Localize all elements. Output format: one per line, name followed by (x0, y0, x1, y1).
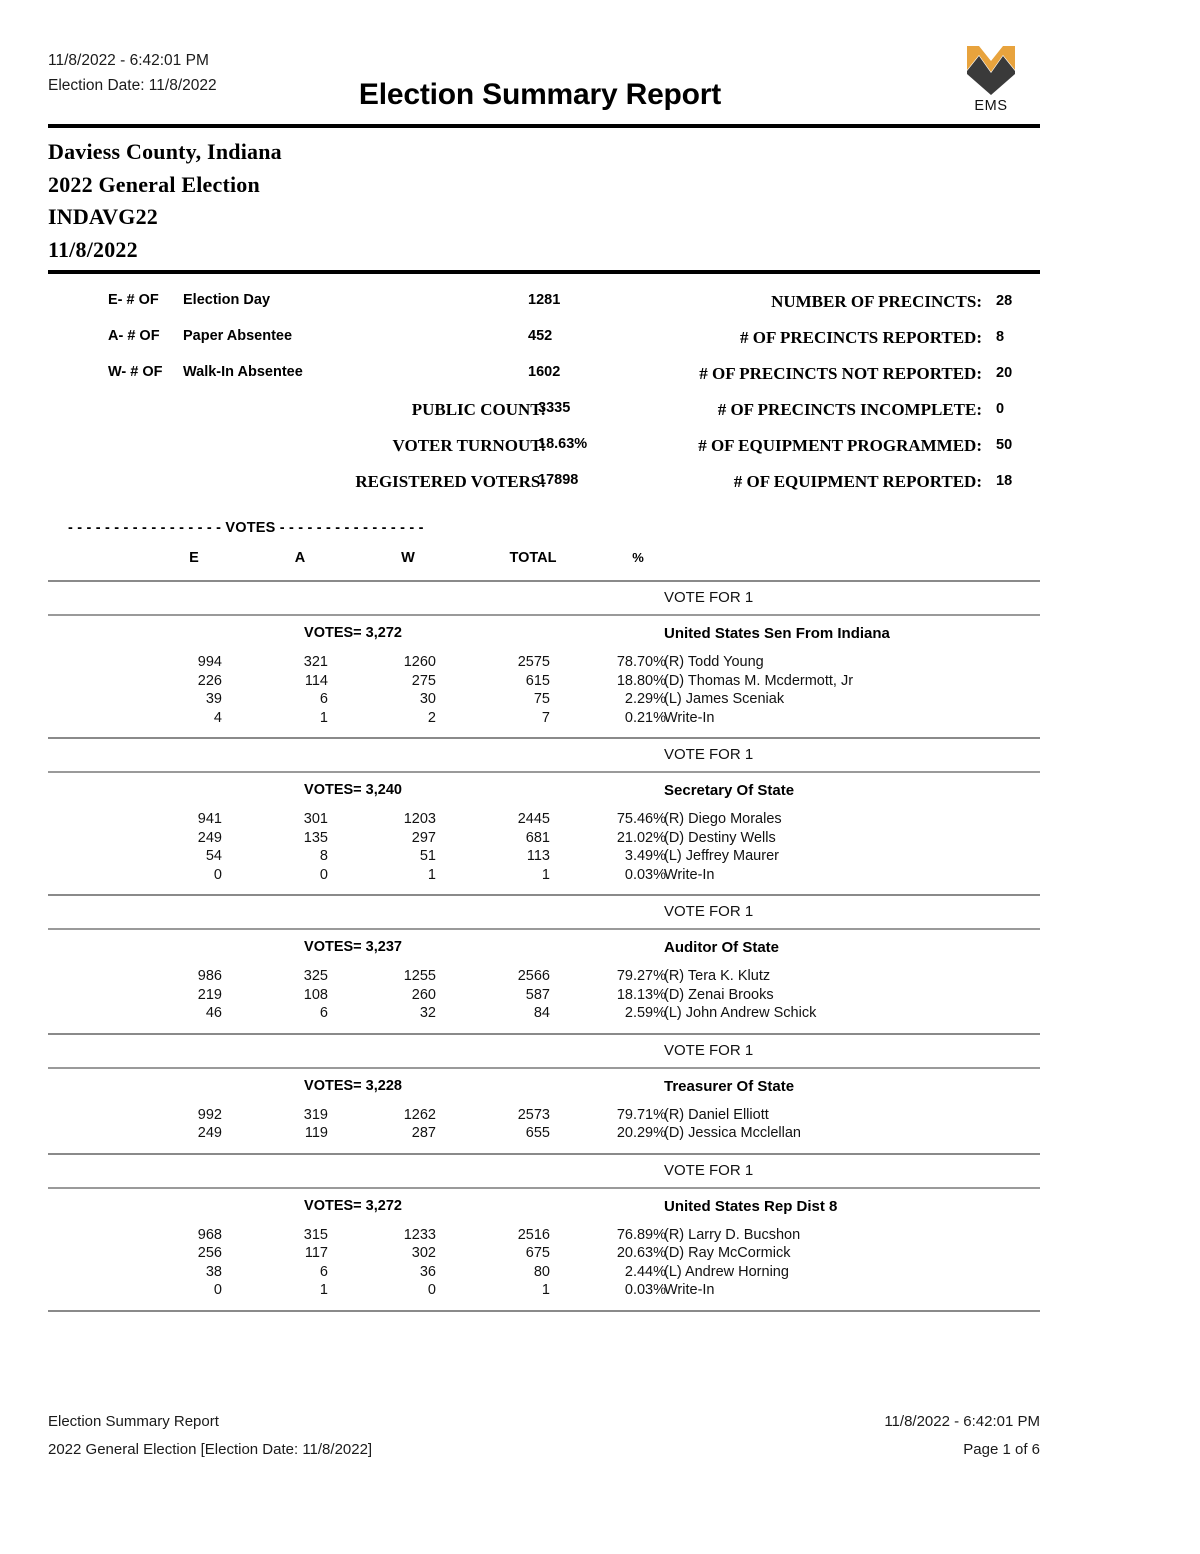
cell-absentee: 1 (319, 709, 328, 726)
vote-for-row (48, 582, 1040, 614)
cell-percent: 20.29% (616, 1125, 666, 1141)
contest-name: United States Sen From Indiana (664, 625, 890, 642)
contest-name: Secretary Of State (664, 782, 795, 799)
stat-label: # OF PRECINCTS NOT REPORTED: (699, 364, 982, 383)
table-row (48, 1282, 1040, 1301)
cell-absentee: 135 (303, 829, 328, 846)
table-row (48, 654, 1040, 673)
footer-timestamp: 11/8/2022 - 6:42:01 PM (884, 1413, 1040, 1430)
candidate-name: (D) Thomas M. Mcdermott, Jr (664, 672, 854, 689)
column-header-election-day: E (189, 550, 199, 566)
stat-row (608, 436, 1040, 472)
cell-walkin: 1 (427, 866, 436, 883)
table-row (48, 811, 1040, 830)
cell-percent: 78.70% (616, 654, 666, 670)
vote-for-label: VOTE FOR 1 (664, 1041, 754, 1059)
stat-label: # OF EQUIPMENT PROGRAMMED: (698, 436, 982, 455)
vote-for-label: VOTE FOR 1 (664, 589, 754, 606)
stat-row (608, 328, 1040, 364)
contest-block (48, 737, 1040, 894)
election-identity-block (48, 136, 282, 266)
header-divider-top (48, 124, 1040, 128)
candidate-name: (L) Andrew Horning (664, 1263, 789, 1280)
cell-walkin: 1262 (403, 1106, 436, 1123)
candidate-name: (D) Ray McCormick (664, 1245, 791, 1261)
cell-election-day: 39 (205, 691, 222, 707)
cell-election-day: 249 (197, 1125, 222, 1141)
stat-value: 18.63% (538, 436, 588, 452)
cell-total: 84 (533, 1005, 550, 1021)
cell-total: 655 (525, 1125, 550, 1141)
candidate-name: Write-In (664, 709, 715, 726)
stat-code: W- # OF (108, 364, 163, 380)
cell-absentee: 319 (303, 1106, 328, 1123)
votes-banner: - - - - - - - - - - - - - - - - - VOTES - - - - - - - - - - - - - - - - (68, 520, 424, 536)
election-code: INDAVG22 (48, 204, 158, 229)
stat-value: 0 (996, 401, 1005, 417)
table-row (48, 968, 1040, 987)
cell-percent: 79.71% (616, 1106, 666, 1123)
candidate-name: (R) Larry D. Bucshon (664, 1226, 801, 1243)
cell-total: 2445 (517, 811, 550, 827)
cell-percent: 18.13% (616, 986, 666, 1003)
cell-total: 587 (525, 986, 550, 1003)
cell-election-day: 54 (205, 848, 222, 864)
stat-value: 20 (996, 365, 1013, 381)
contest-title-row (48, 616, 1040, 652)
cell-election-day: 219 (197, 986, 222, 1003)
cell-walkin: 275 (411, 672, 436, 689)
cell-absentee: 117 (304, 1245, 328, 1261)
stat-value: 18 (996, 473, 1013, 489)
stat-code: A- # OF (108, 328, 160, 344)
cell-election-day: 986 (197, 968, 222, 984)
candidate-rows (48, 966, 1040, 1033)
cell-percent: 18.80% (616, 672, 666, 689)
candidate-name: (R) Todd Young (664, 654, 764, 670)
cell-total: 1 (541, 1282, 550, 1298)
cell-percent: 21.02% (616, 829, 666, 846)
cell-percent: 75.46% (616, 811, 666, 827)
cell-total: 2516 (517, 1226, 550, 1243)
contest-votes-total: VOTES= 3,228 (304, 1077, 402, 1094)
cell-walkin: 36 (419, 1263, 436, 1280)
ems-logo-text: EMS (974, 98, 1008, 114)
cell-absentee: 325 (303, 968, 328, 984)
vote-for-label: VOTE FOR 1 (664, 903, 754, 920)
candidate-name: Write-In (664, 866, 715, 883)
vote-for-label: VOTE FOR 1 (664, 746, 754, 763)
cell-total: 75 (533, 691, 550, 707)
cell-walkin: 1233 (403, 1226, 436, 1243)
contest-votes-total: VOTES= 3,272 (304, 625, 402, 641)
cell-total: 7 (541, 709, 550, 726)
vote-for-row (48, 896, 1040, 928)
ems-chevron-icon (963, 44, 1019, 96)
stat-label: # OF PRECINCTS INCOMPLETE: (717, 400, 982, 419)
header-divider-bottom (48, 270, 1040, 274)
election-date: 11/8/2022 (48, 236, 138, 262)
cell-election-day: 0 (213, 866, 222, 883)
stat-value: 1602 (528, 364, 561, 380)
cell-walkin: 1203 (403, 811, 436, 827)
stat-label: Paper Absentee (183, 328, 293, 344)
candidate-name: (D) Zenai Brooks (664, 986, 774, 1003)
cell-percent: 2.44% (624, 1263, 666, 1280)
table-row (48, 830, 1040, 849)
column-header-walkin: W (401, 550, 415, 566)
cell-percent: 0.21% (624, 709, 666, 726)
column-header-percent: % (632, 550, 644, 565)
vote-for-row (48, 739, 1040, 771)
cell-election-day: 992 (197, 1106, 222, 1123)
footer-report-name: Election Summary Report (48, 1413, 219, 1430)
cell-absentee: 114 (304, 672, 328, 689)
contest-block (48, 894, 1040, 1033)
contest-block (48, 1033, 1040, 1153)
cell-election-day: 46 (205, 1005, 222, 1021)
cell-total: 675 (525, 1245, 550, 1261)
cell-total: 2573 (517, 1106, 550, 1123)
cell-absentee: 6 (319, 1005, 328, 1021)
cell-percent: 0.03% (624, 1282, 666, 1298)
table-row (48, 848, 1040, 867)
table-row (48, 691, 1040, 710)
stat-value: 50 (996, 437, 1013, 453)
contest-votes-total: VOTES= 3,272 (304, 1197, 402, 1214)
cell-walkin: 30 (419, 691, 436, 707)
footer-page-number: Page 1 of 6 (963, 1441, 1040, 1458)
stat-label: REGISTERED VOTERS: (355, 472, 546, 491)
cell-walkin: 302 (411, 1245, 436, 1261)
table-row (48, 1264, 1040, 1283)
cell-absentee: 108 (303, 986, 328, 1003)
cell-percent: 79.27% (616, 968, 666, 984)
cell-absentee: 1 (319, 1282, 328, 1298)
stat-row (48, 436, 608, 472)
candidate-name: (R) Daniel Elliott (664, 1106, 769, 1123)
contest-title-row (48, 930, 1040, 966)
statistics-left-column (48, 292, 608, 508)
stat-value: 28 (996, 293, 1013, 309)
stat-label: Election Day (183, 292, 271, 308)
cell-absentee: 0 (319, 866, 328, 883)
stat-row (48, 400, 608, 436)
candidate-rows (48, 1105, 1040, 1153)
ems-logo (955, 44, 1027, 114)
cell-walkin: 1255 (403, 968, 436, 984)
contest-name: Auditor Of State (664, 939, 779, 956)
table-row (48, 1125, 1040, 1144)
stat-label: # OF PRECINCTS REPORTED: (740, 328, 982, 347)
cell-percent: 3.49% (624, 848, 666, 864)
cell-walkin: 0 (427, 1282, 436, 1298)
candidate-rows (48, 652, 1040, 737)
cell-percent: 2.29% (624, 691, 666, 707)
stat-label: PUBLIC COUNT: (411, 400, 546, 419)
cell-election-day: 0 (213, 1282, 222, 1298)
stat-label: Walk-In Absentee (183, 364, 303, 380)
stat-value: 452 (528, 328, 553, 344)
stat-row (48, 292, 608, 328)
contest-list (48, 580, 1040, 1312)
stat-row (608, 292, 1040, 328)
table-row (48, 710, 1040, 729)
cell-absentee: 301 (303, 811, 328, 827)
cell-total: 113 (526, 848, 550, 864)
contest-block (48, 580, 1040, 737)
candidate-name: (R) Diego Morales (664, 811, 782, 827)
stat-row (608, 364, 1040, 400)
cell-percent: 2.59% (624, 1005, 666, 1021)
stat-row (608, 400, 1040, 436)
candidate-name: (L) Jeffrey Maurer (664, 848, 779, 864)
stat-row (48, 472, 608, 508)
table-row (48, 673, 1040, 692)
cell-walkin: 297 (411, 829, 436, 846)
table-row (48, 1227, 1040, 1246)
candidate-rows (48, 809, 1040, 894)
page-title: Election Summary Report (358, 78, 722, 111)
cell-total: 1 (541, 866, 550, 883)
table-row (48, 867, 1040, 886)
footer-election-info: 2022 General Election [Election Date: 11/8/2022] (48, 1441, 373, 1458)
stat-row (608, 472, 1040, 508)
stat-label: NUMBER OF PRECINCTS: (771, 292, 982, 311)
cell-absentee: 119 (304, 1125, 328, 1141)
candidate-name: (R) Tera K. Klutz (664, 968, 771, 984)
contest-title-row (48, 1069, 1040, 1105)
cell-walkin: 32 (419, 1005, 436, 1021)
cell-total: 2575 (517, 654, 550, 670)
cell-election-day: 38 (205, 1263, 222, 1280)
candidate-name: Write-In (664, 1282, 715, 1298)
cell-walkin: 2 (427, 709, 436, 726)
cell-walkin: 51 (419, 848, 436, 864)
column-header-absentee: A (294, 550, 306, 566)
stat-value: 17898 (538, 472, 579, 488)
contest-block (48, 1153, 1040, 1310)
vote-for-row (48, 1155, 1040, 1187)
table-row (48, 1005, 1040, 1024)
cell-election-day: 4 (213, 709, 222, 726)
candidate-name: (L) John Andrew Schick (664, 1005, 817, 1021)
cell-election-day: 994 (197, 654, 222, 670)
cell-absentee: 6 (319, 691, 328, 707)
jurisdiction: Daviess County, Indiana (48, 139, 282, 164)
statistics-right-column (608, 292, 1040, 508)
cell-total: 80 (533, 1263, 550, 1280)
cell-walkin: 287 (411, 1125, 436, 1141)
candidate-rows (48, 1225, 1040, 1310)
table-row (48, 1245, 1040, 1264)
cell-walkin: 1260 (403, 654, 436, 670)
cell-election-day: 249 (197, 829, 222, 846)
table-row (48, 1107, 1040, 1126)
cell-election-day: 968 (197, 1226, 222, 1243)
candidate-name: (D) Jessica Mcclellan (664, 1125, 801, 1141)
stat-label: # OF EQUIPMENT REPORTED: (733, 472, 982, 491)
cell-absentee: 8 (319, 848, 328, 864)
cell-percent: 20.63% (616, 1245, 666, 1261)
cell-total: 2566 (517, 968, 550, 984)
cell-absentee: 6 (319, 1263, 328, 1280)
column-header-total: TOTAL (509, 550, 557, 566)
stat-value: 8 (996, 329, 1005, 345)
cell-percent: 0.03% (624, 866, 666, 883)
stat-code: E- # OF (108, 292, 159, 308)
contest-votes-total: VOTES= 3,240 (304, 782, 402, 798)
contest-name: Treasurer Of State (664, 1077, 795, 1095)
contest-name: United States Rep Dist 8 (664, 1197, 838, 1215)
cell-election-day: 256 (197, 1245, 222, 1261)
stat-row (48, 364, 608, 400)
cell-walkin: 260 (411, 986, 436, 1003)
contest-votes-total: VOTES= 3,237 (304, 939, 402, 955)
column-headers (48, 550, 1040, 572)
cell-total: 681 (525, 829, 550, 846)
stat-label: VOTER TURNOUT: (392, 436, 546, 455)
contest-title-row (48, 1189, 1040, 1225)
cell-election-day: 226 (197, 672, 222, 689)
report-timestamp: 11/8/2022 - 6:42:01 PM (48, 52, 209, 69)
vote-for-label: VOTE FOR 1 (664, 1161, 754, 1179)
contest-title-row (48, 773, 1040, 809)
candidate-name: (D) Destiny Wells (664, 829, 776, 846)
cell-total: 615 (525, 672, 550, 689)
stat-row (48, 328, 608, 364)
cell-absentee: 321 (303, 654, 328, 670)
cell-absentee: 315 (303, 1226, 328, 1243)
stat-value: 1281 (528, 292, 561, 308)
table-row (48, 987, 1040, 1006)
candidate-name: (L) James Sceniak (664, 691, 785, 707)
election-name: 2022 General Election (48, 171, 260, 197)
contest-divider (48, 1310, 1040, 1312)
cell-percent: 76.89% (616, 1226, 666, 1243)
stat-value: 3335 (538, 400, 571, 416)
vote-for-row (48, 1035, 1040, 1067)
report-election-date: Election Date: 11/8/2022 (48, 77, 217, 94)
cell-election-day: 941 (197, 811, 222, 827)
